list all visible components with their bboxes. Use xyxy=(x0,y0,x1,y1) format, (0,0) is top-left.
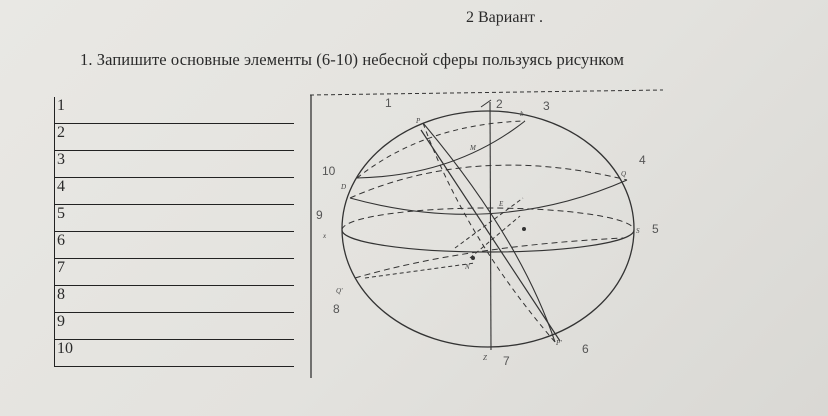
point-letter: Q' xyxy=(336,287,343,295)
figure-number-6: 6 xyxy=(582,342,589,356)
answer-margin-line xyxy=(54,97,55,367)
center-point xyxy=(471,256,475,260)
point-letter: M xyxy=(470,144,476,152)
upper-circle-back xyxy=(357,121,525,178)
answer-number: 2 xyxy=(57,124,65,141)
answer-number: 9 xyxy=(57,313,65,330)
answer-number: 5 xyxy=(57,205,65,222)
figure-number-9: 9 xyxy=(316,208,323,222)
point-letter: N xyxy=(465,263,470,271)
answer-number: 10 xyxy=(57,340,73,357)
equator-back xyxy=(350,165,627,198)
answer-row[interactable] xyxy=(54,151,294,178)
answer-row[interactable] xyxy=(54,205,294,232)
answer-number: 8 xyxy=(57,286,65,303)
point-letter: E xyxy=(499,200,504,208)
answer-list xyxy=(54,97,294,367)
answer-row[interactable] xyxy=(54,313,294,340)
figure-number-7: 7 xyxy=(503,354,510,368)
figure-number-2: 2 xyxy=(496,97,503,111)
inner-dashed-line xyxy=(365,263,475,278)
answer-row[interactable] xyxy=(54,232,294,259)
point-letter: x xyxy=(323,232,327,240)
figure-number-1: 1 xyxy=(385,96,392,110)
answer-row[interactable] xyxy=(54,259,294,286)
answer-row[interactable] xyxy=(54,124,294,151)
point-letter: D xyxy=(341,183,347,191)
answer-number: 6 xyxy=(57,232,65,249)
point-letter: P' xyxy=(556,339,562,347)
figure-number-8: 8 xyxy=(333,302,340,316)
star-point xyxy=(522,227,526,231)
answer-row[interactable] xyxy=(54,286,294,313)
point-letter: b xyxy=(520,110,524,118)
upper-circle-front xyxy=(357,121,525,178)
task-text: 1. Запишите основные элементы (6-10) небесной сферы пользуясь рисунком xyxy=(80,50,625,69)
answer-number: 3 xyxy=(57,151,65,168)
answer-row[interactable] xyxy=(54,178,294,205)
horizon-back xyxy=(342,208,634,230)
answer-number: 1 xyxy=(57,97,65,114)
inner-dashed-line xyxy=(455,198,523,248)
point-letter: S xyxy=(636,227,640,235)
variant-heading: 2 Вариант . xyxy=(466,9,543,26)
horizon-front xyxy=(342,230,634,252)
frame-top-dashed xyxy=(310,90,663,95)
figure-number-10: 10 xyxy=(322,164,336,178)
celestial-sphere-figure xyxy=(305,88,670,388)
point-letter: Q xyxy=(621,170,627,178)
figure-number-4: 4 xyxy=(639,153,646,167)
answer-row[interactable] xyxy=(54,340,294,367)
point-letter: P xyxy=(416,117,421,125)
point-letter: Z xyxy=(483,354,487,362)
figure-number-5: 5 xyxy=(652,222,659,236)
vertical-axis xyxy=(490,102,491,350)
sphere-outline xyxy=(342,111,634,347)
lower-circle-dashed xyxy=(355,238,623,278)
answer-row[interactable] xyxy=(54,97,294,124)
answer-line xyxy=(54,366,294,367)
answer-number: 7 xyxy=(57,259,65,276)
answer-number: 4 xyxy=(57,178,65,195)
figure-number-3: 3 xyxy=(543,99,550,113)
